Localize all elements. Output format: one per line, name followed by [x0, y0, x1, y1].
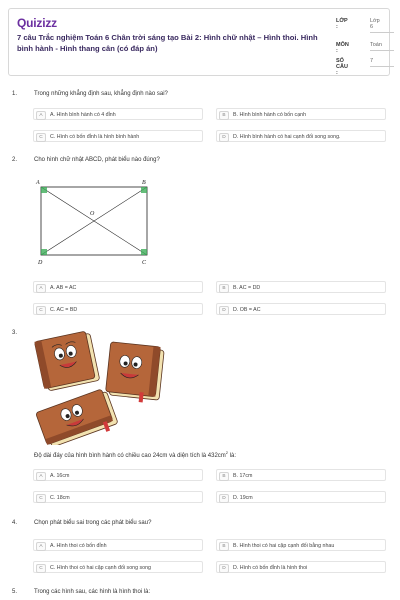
option-letter: B [219, 542, 229, 551]
quiz-header [8, 8, 390, 76]
option-text: B. AC = DD [233, 285, 261, 291]
question-text: Chọn phát biểu sai trong các phát biểu sau? [34, 520, 152, 526]
grade-value-line2: 6 [370, 24, 374, 30]
question-text: Cho hình chữ nhật ABCD, phát biểu nào đúng? [34, 157, 160, 163]
vertex-label-c: C [142, 260, 147, 266]
option-text: C. Hình thoi có hai cặp cạnh đối song song [50, 565, 152, 571]
question-number: 3. [12, 330, 18, 336]
option-text: B. Hình thoi có hai cặp cạnh đối bằng nhau [233, 543, 335, 549]
q2-option-c[interactable] [33, 303, 203, 315]
right-angle-b [141, 187, 147, 193]
option-text: C. 18cm [50, 495, 70, 501]
right-angle-d [41, 249, 47, 255]
option-letter: C [36, 494, 46, 503]
question-number: 1. [12, 91, 18, 97]
rectangle-abcd-figure [32, 175, 157, 270]
option-text: D. 19cm [233, 495, 253, 501]
right-angle-c [141, 249, 147, 255]
vertex-label-d: D [38, 260, 43, 266]
option-letter: A [36, 284, 46, 293]
option-text: B. 17cm [233, 473, 253, 479]
book-right-icon [105, 342, 165, 404]
option-letter: C [36, 564, 46, 573]
count-label: SỐ CÂU : [336, 58, 348, 76]
vertex-label-a: A [36, 180, 40, 186]
q2-option-b[interactable] [216, 281, 386, 293]
option-text: A. AB = AC [50, 285, 77, 291]
question-text-end: là: [228, 453, 237, 459]
q3-option-c[interactable] [33, 491, 203, 503]
option-text: C. Hình có bốn đỉnh là hình bình hành [50, 134, 140, 140]
book-bottom-icon [36, 388, 120, 445]
q4-option-d[interactable] [216, 561, 386, 573]
book-top-left-icon [34, 330, 99, 392]
option-letter: D [219, 494, 229, 503]
option-letter: D [219, 306, 229, 315]
quizizz-logo: Quizizz [17, 16, 57, 30]
q4-option-c[interactable] [33, 561, 203, 573]
option-letter: B [219, 284, 229, 293]
option-text: A. 16cm [50, 473, 70, 479]
option-text: B. Hình bình hành có bốn cạnh [233, 112, 307, 118]
subject-value: Toán [370, 42, 394, 51]
q1-option-b[interactable] [216, 108, 386, 120]
option-text: D. OB = AC [233, 307, 261, 313]
option-letter: D [219, 133, 229, 142]
right-angle-a [41, 187, 47, 193]
option-letter: B [219, 472, 229, 481]
grade-label: LỚP : [336, 18, 348, 30]
vertex-label-b: B [142, 180, 146, 186]
q4-option-b[interactable] [216, 539, 386, 551]
q1-option-d[interactable] [216, 130, 386, 142]
option-text: D. Hình bình hành có hai cạnh đối song song. [233, 134, 341, 140]
question-number: 4. [12, 520, 18, 526]
grade-value [370, 18, 394, 33]
option-letter: D [219, 564, 229, 573]
option-letter: A [36, 111, 46, 120]
question-text: Trong các hình sau, các hình là hình thoi là: [34, 589, 151, 595]
q2-option-d[interactable] [216, 303, 386, 315]
question-number: 2. [12, 157, 18, 163]
question-number: 5. [12, 589, 18, 595]
option-letter: C [36, 133, 46, 142]
question-text-superscript: 2 [225, 450, 229, 455]
subject-label: MÔN : [336, 42, 349, 54]
q1-option-a[interactable] [33, 108, 203, 120]
option-text: A. Hình thoi có bốn đỉnh [50, 543, 107, 549]
option-letter: A [36, 472, 46, 481]
grade-value-line1: Lớp [370, 18, 380, 24]
quiz-title: 7 câu Trắc nghiệm Toán 6 Chân trời sáng tạo Bài 2: Hình chữ nhật – Hình thoi. Hình bình hành - Hình thang cân (có đáp án) [17, 33, 318, 53]
option-letter: B [219, 111, 229, 120]
count-value: 7 [370, 58, 394, 67]
option-letter: C [36, 306, 46, 315]
question-text: Trong những khẳng định sau, khẳng định nào sai? [34, 91, 168, 97]
books-illustration [30, 330, 170, 445]
q2-option-a[interactable] [33, 281, 203, 293]
option-text: C. AC = BD [50, 307, 78, 313]
option-text: A. Hình bình hành có 4 đỉnh [50, 112, 116, 118]
option-text: D. Hình có bốn đỉnh là hình thoi [233, 565, 308, 571]
option-letter: A [36, 542, 46, 551]
q1-option-c[interactable] [33, 130, 203, 142]
q3-option-d[interactable] [216, 491, 386, 503]
q4-option-a[interactable] [33, 539, 203, 551]
q3-option-a[interactable] [33, 469, 203, 481]
q3-option-b[interactable] [216, 469, 386, 481]
question-text [34, 450, 236, 459]
center-label-o: O [90, 211, 95, 217]
question-text-main: Độ dài đáy của hình bình hành có chiều cao 24cm và diện tích là 432cm [34, 453, 226, 459]
